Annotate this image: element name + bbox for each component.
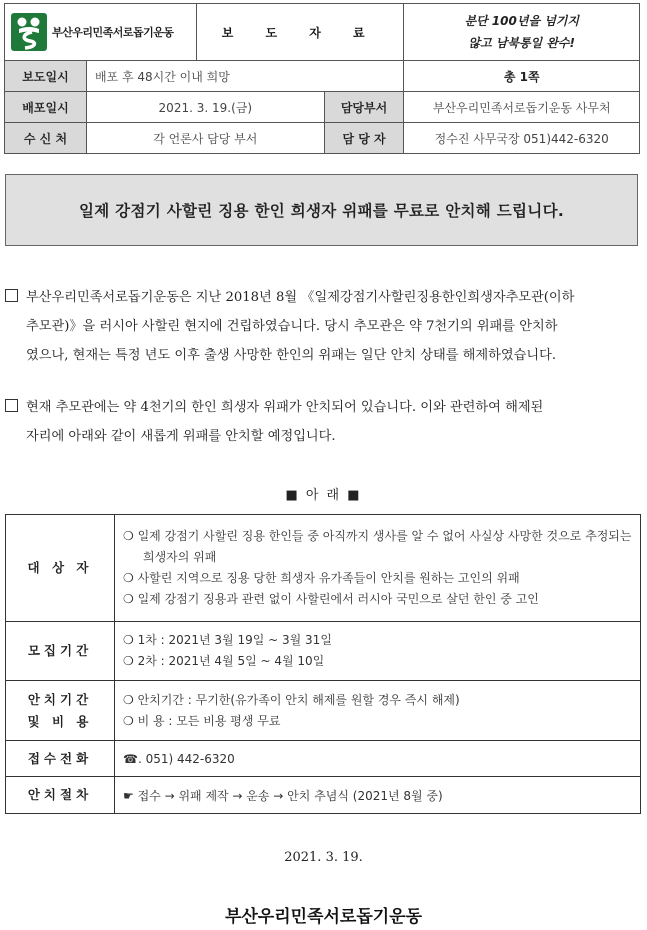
contact-label: 담 당 자 xyxy=(324,123,404,154)
square-bullet-icon xyxy=(5,289,18,302)
target-item-3: ❍ 일제 강점기 징용과 관련 없이 사할린에서 러시아 국민으로 살던 한인 중 고인 xyxy=(123,592,539,606)
footer-date: 2021. 3. 19. xyxy=(284,850,363,865)
slogan-line1: 분단 100년을 넘기지 xyxy=(464,14,579,28)
report-date-value: 배포 후 48시간 이내 희망 xyxy=(86,61,403,92)
cost-label-line1: 안치기간 xyxy=(27,691,93,707)
headline-box xyxy=(5,174,638,246)
headline-text: 일제 강점기 사할린 징용 한인 희생자 위패를 무료로 안치해 드립니다. xyxy=(78,202,565,220)
period-round-2: ❍ 2차 : 2021년 4월 5일 ~ 4월 10일 xyxy=(123,654,325,668)
paragraph-2-line2: 자리에 아래와 같이 새롭게 위패를 안치할 예정입니다. xyxy=(26,429,336,444)
cost-label xyxy=(6,681,115,741)
org-logo-cell xyxy=(5,4,197,61)
target-item-2: ❍ 사할린 지역으로 징용 당한 희생자 유가족들이 안치를 원하는 고인의 위패 xyxy=(123,571,520,585)
paragraph-2-line1: 현재 추모관에는 약 4천기의 한인 희생자 위패가 안치되어 있습니다. 이와 관련하여 해제된 xyxy=(26,400,544,415)
contact-value: 정수진 사무국장 051)442-6320 xyxy=(404,123,640,154)
target-item-1-cont: 희생자의 위패 xyxy=(143,550,217,564)
page-count: 총 1쪽 xyxy=(404,61,640,92)
paragraph-1-line1: 부산우리민족서로돕기운동은 지난 2018년 8월 《일제강점기사할린징용한인희생자추모관(이하 xyxy=(26,290,575,305)
target-item-1: ❍ 일제 강점기 사할린 징용 한인들 중 아직까지 생사를 알 수 없어 사실상 사망한 것으로 추정되는 xyxy=(123,529,632,543)
phone-value: ☎. 051) 442-6320 xyxy=(115,741,641,777)
period-label: 모집기간 xyxy=(6,622,115,681)
slogan-line2: 않고 남북통일 완수! xyxy=(468,36,575,50)
paragraph-1-line3: 였으나, 현재는 특정 년도 이후 출생 사망한 한인의 위패는 일단 안치 상태를 해제하였습니다. xyxy=(26,348,557,363)
org-logo-icon xyxy=(10,12,48,52)
procedure-value: ☛ 접수 → 위패 제작 → 운송 → 안치 추념식 (2021년 8월 중) xyxy=(115,777,641,814)
notice-title: ■ 아 래 ■ xyxy=(285,488,362,503)
target-cell xyxy=(115,515,641,622)
phone-label: 접수전화 xyxy=(6,741,115,777)
slogan-cell xyxy=(404,4,640,61)
release-date-value: 2021. 3. 19.(금) xyxy=(86,92,324,123)
recipient-label: 수 신 처 xyxy=(5,123,87,154)
cost-period-item: ❍ 안치기간 : 무기한(유가족이 안치 해제를 원할 경우 즉시 해제) xyxy=(123,692,460,707)
org-name-small: 부산우리민족서로돕기운동 xyxy=(52,26,174,39)
press-header-table xyxy=(4,3,640,154)
recipient-value: 각 언론사 담당 부서 xyxy=(86,123,324,154)
period-cell xyxy=(115,622,641,681)
period-round-1: ❍ 1차 : 2021년 3월 19일 ~ 3월 31일 xyxy=(123,633,332,647)
square-bullet-icon xyxy=(5,399,18,412)
cost-label-line2: 및 비 용 xyxy=(27,713,93,729)
paragraph-1 xyxy=(5,283,643,370)
release-date-label: 배포일시 xyxy=(5,92,87,123)
press-release-title: 보 도 자 료 xyxy=(196,4,404,61)
cost-cell xyxy=(115,681,641,741)
paragraph-2 xyxy=(5,393,643,451)
procedure-label: 안치절차 xyxy=(6,777,115,814)
details-table xyxy=(5,514,641,814)
dept-value: 부산우리민족서로돕기운동 사무처 xyxy=(404,92,640,123)
footer-org-name: 부산우리민족서로돕기운동 xyxy=(224,907,423,927)
report-date-label: 보도일시 xyxy=(5,61,87,92)
target-label: 대 상 자 xyxy=(6,515,115,622)
paragraph-1-line2: 추모관)》을 러시아 사할린 현지에 건립하였습니다. 당시 추모관은 약 7천기의 위패를 안치하 xyxy=(26,319,558,334)
cost-fee-item: ❍ 비 용 : 모든 비용 평생 무료 xyxy=(123,713,281,728)
dept-label: 담당부서 xyxy=(324,92,404,123)
